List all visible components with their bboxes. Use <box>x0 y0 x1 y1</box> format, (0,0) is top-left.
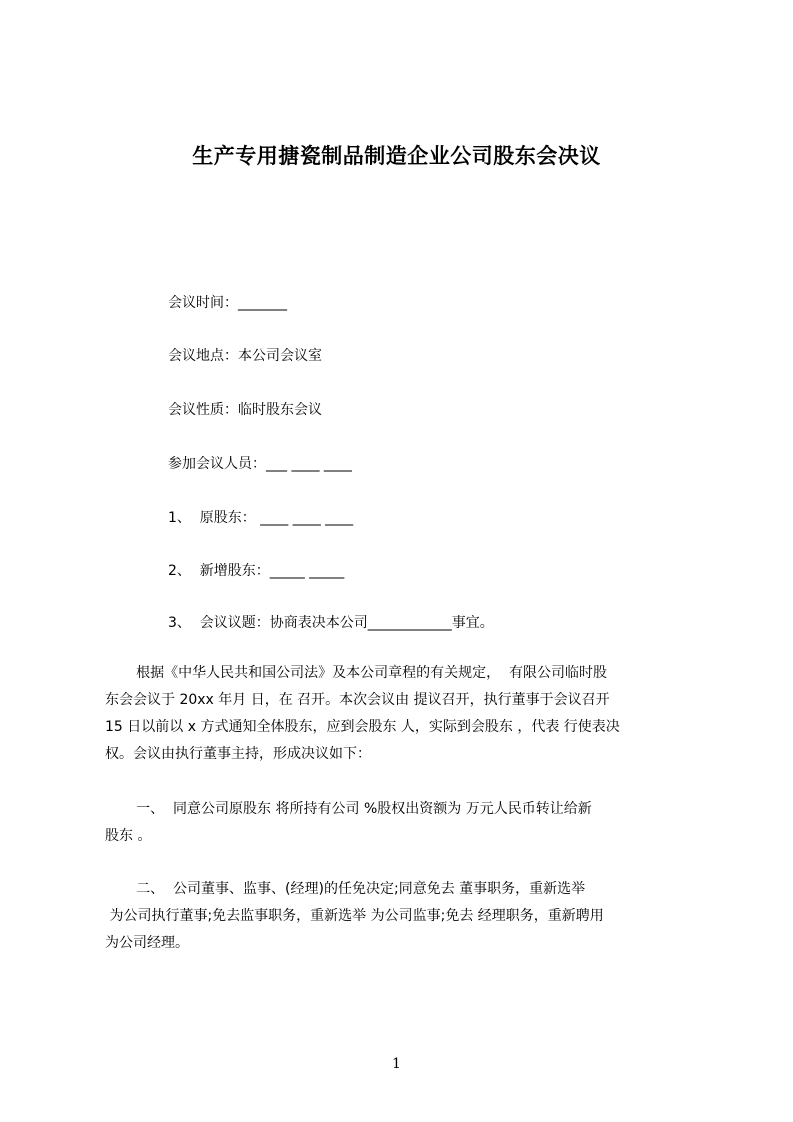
meeting-nature: 会议性质：临时股东会议 <box>168 402 322 418</box>
original-shareholders: 1、 原股东： ____ ____ ____ <box>168 510 354 526</box>
meeting-place: 会议地点：本公司会议室 <box>168 348 322 364</box>
intro-paragraph <box>105 660 705 768</box>
resolution-one <box>105 796 705 850</box>
page-number: 1 <box>392 1056 401 1072</box>
resolution-two <box>105 876 705 957</box>
meeting-time: 会议时间：_______ <box>168 295 287 311</box>
meeting-topic: 3、 会议议题：协商表决本公司____________事宜。 <box>168 615 494 631</box>
resolution-line: 股东 。 <box>105 828 152 844</box>
resolution-line: 为公司经理。 <box>105 935 189 951</box>
document-title: 生产专用搪瓷制品制造企业公司股东会决议 <box>192 144 601 168</box>
meeting-attendees: 参加会议人员：___ ____ ____ <box>168 456 352 472</box>
intro-line: 权。会议由执行董事主持，形成决议如下： <box>105 746 371 762</box>
intro-line: 15 日以前以 x 方式通知全体股东，应到会股东 人，实际到会股东 ，代表 行使表决 <box>105 719 620 735</box>
resolution-line: 一、 同意公司原股东 将所持有公司 %股权出资额为 万元人民币转让给新 <box>105 801 592 817</box>
resolution-line: 二、 公司董事、监事、(经理)的任免决定;同意免去 董事职务，重新选举 <box>105 881 586 897</box>
intro-line: 东会会议于 20xx 年月 日，在 召开。本次会议由 提议召开，执行董事于会议召开 <box>105 692 610 708</box>
new-shareholders: 2、 新增股东：_____ _____ <box>168 563 345 579</box>
intro-line: 根据《中华人民共和国公司法》及本公司章程的有关规定， 有限公司临时股 <box>105 665 608 681</box>
resolution-line: 为公司执行董事;免去监事职务，重新选举 为公司监事;免去 经理职务，重新聘用 <box>105 908 604 924</box>
